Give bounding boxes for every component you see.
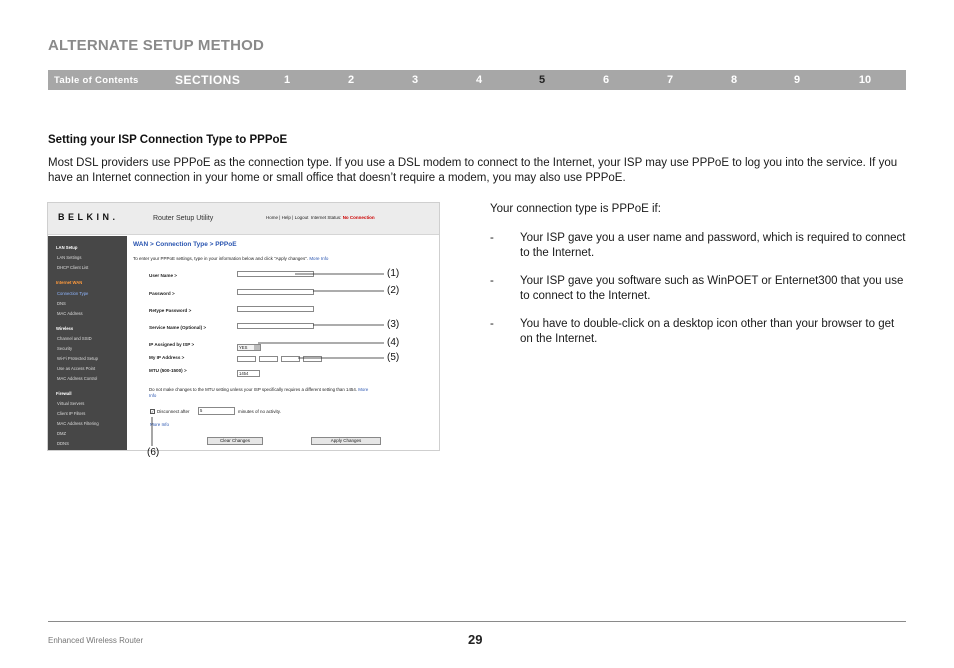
router-top-links xyxy=(266,215,375,220)
ip-octet-box-2 xyxy=(259,356,278,362)
apply-changes-button: Apply Changes xyxy=(311,437,381,445)
sidebar-item-channel-ssid: Channel and SSID xyxy=(57,336,92,341)
section-link-4[interactable]: 4 xyxy=(475,74,483,86)
criteria-item xyxy=(490,317,910,347)
password-label: Password > xyxy=(149,291,175,296)
sidebar-head-lan-setup: LAN Setup xyxy=(56,245,78,250)
criteria-lead: Your connection type is PPPoE if: xyxy=(490,203,661,215)
mtu-box: 1454 xyxy=(237,370,260,377)
section-link-7[interactable]: 7 xyxy=(666,74,674,86)
callout-6: (6) xyxy=(147,447,160,458)
pppoe-criteria xyxy=(490,202,910,347)
ip-assigned-label: IP Assigned by ISP > xyxy=(149,342,195,347)
section-link-2[interactable]: 2 xyxy=(347,74,355,86)
sidebar-item-dhcp-client-list: DHCP Client List xyxy=(57,265,89,270)
footer-product-name: Enhanced Wireless Router xyxy=(48,636,144,645)
section-link-8[interactable]: 8 xyxy=(730,74,738,86)
sidebar-item-mac-filtering: MAC Address Filtering xyxy=(57,421,99,426)
sidebar-item-client-ip-filters: Client IP Filters xyxy=(57,411,86,416)
ip-assigned-select: YES xyxy=(237,344,261,351)
router-instruction-text: To enter your PPPoE settings, type in your information below and click "Apply changes". xyxy=(133,256,309,261)
section-link-3[interactable]: 3 xyxy=(411,74,419,86)
belkin-logo: BELKIN. xyxy=(58,212,119,222)
internet-status-label: Internet Status: xyxy=(310,215,342,220)
footer-divider xyxy=(48,621,906,622)
sidebar-item-connection-type: Connection Type xyxy=(57,291,89,296)
sidebar-item-dns: DNS xyxy=(57,301,66,306)
router-utility-title: Router Setup Utility xyxy=(153,215,214,222)
callout-3: (3) xyxy=(387,319,400,330)
sidebar-item-lan-settings: LAN Settings xyxy=(57,255,82,260)
section-title: ALTERNATE SETUP METHOD xyxy=(48,37,265,54)
sidebar-item-ddns: DDNS xyxy=(57,441,69,446)
router-instruction xyxy=(133,256,328,261)
criteria-text: You have to double-click on a desktop icon other than your browser to get on the Internet. xyxy=(520,318,895,345)
more-info-link: More Info xyxy=(309,256,329,261)
sections-label: SECTIONS xyxy=(175,73,241,87)
internet-status-value: No Connection xyxy=(342,215,375,220)
disconnect-checkbox: ✓ xyxy=(151,409,155,414)
section-link-9[interactable]: 9 xyxy=(793,74,801,86)
mtu-more-info-link: More Info xyxy=(149,387,369,398)
ip-octet-box-3 xyxy=(281,356,300,362)
callout-1: (1) xyxy=(387,268,400,279)
sidebar-item-virtual-servers: Virtual Servers xyxy=(57,401,85,406)
retype-password-box xyxy=(237,306,314,312)
sidebar-item-mac-address: MAC Address xyxy=(57,311,83,316)
more-info-link-2: More Info xyxy=(150,422,170,427)
criteria-text: Your ISP gave you a user name and password, which is required to connect to the Internet. xyxy=(520,232,906,259)
callout-4: (4) xyxy=(387,337,400,348)
my-ip-label: My IP Address > xyxy=(149,355,185,360)
sidebar-item-wps: Wi-Fi Protected Setup xyxy=(57,356,98,361)
criteria-item xyxy=(490,274,910,304)
ip-octet-box-4 xyxy=(303,356,322,362)
sidebar-head-internet-wan: Internet WAN xyxy=(56,280,83,285)
sidebar-item-dmz: DMZ xyxy=(57,431,67,436)
password-box xyxy=(237,289,314,295)
router-nav-links: Home | Help | Logout xyxy=(266,215,309,220)
service-name-label: Service Name (Optional) > xyxy=(149,325,207,330)
mtu-warning-text: Do not make changes to the MTU setting unless your ISP specifically requires a different setting than 1454. xyxy=(149,387,358,392)
bullet-dash: - xyxy=(490,275,494,287)
section-link-1[interactable]: 1 xyxy=(283,74,291,86)
user-name-box xyxy=(237,271,314,277)
section-link-6[interactable]: 6 xyxy=(602,74,610,86)
retype-password-label: Retype Password > xyxy=(149,308,192,313)
user-name-label: User Name > xyxy=(149,273,177,278)
router-sidebar xyxy=(48,236,127,451)
article-intro: Most DSL providers use PPPoE as the connection type. If you use a DSL modem to connect to the Internet, your ISP may use PPPoE to log you into the service. If you have an Internet connection in your home or small office that doesn’t require a modem, you may also use PPPoE. xyxy=(48,157,898,184)
table-of-contents-link[interactable]: Table of Contents xyxy=(54,75,139,86)
router-header xyxy=(48,203,439,235)
mtu-warning xyxy=(149,387,374,399)
criteria-text: Your ISP gave you software such as WinPOET or Enternet300 that you use to connect to the Internet. xyxy=(520,275,904,302)
bullet-dash: - xyxy=(490,318,494,330)
section-link-10[interactable]: 10 xyxy=(858,74,872,86)
page-number: 29 xyxy=(468,632,483,647)
disconnect-label: Disconnect after xyxy=(157,409,190,414)
sidebar-item-security: Security xyxy=(57,346,73,351)
mtu-label: MTU (500-1500) > xyxy=(149,368,187,373)
sidebar-item-access-point: Use as Access Point xyxy=(57,366,96,371)
sidebar-item-mac-control: MAC Address Control xyxy=(57,376,98,381)
service-name-box xyxy=(237,323,314,329)
clear-changes-button: Clear Changes xyxy=(207,437,263,445)
sidebar-head-firewall: Firewall xyxy=(56,391,72,396)
sidebar-head-wireless: Wireless xyxy=(56,326,74,331)
article-subheading: Setting your ISP Connection Type to PPPoE xyxy=(48,134,288,146)
ip-octet-box-1 xyxy=(237,356,256,362)
section-navbar xyxy=(48,70,906,90)
criteria-item xyxy=(490,231,910,261)
bullet-dash: - xyxy=(490,232,494,244)
disconnect-minutes-box: 5 xyxy=(198,407,235,415)
callout-5: (5) xyxy=(387,352,400,363)
disconnect-unit: minutes of no activity. xyxy=(238,409,281,414)
router-page-title: WAN > Connection Type > PPPoE xyxy=(133,241,237,248)
section-link-5[interactable]: 5 xyxy=(538,74,546,86)
callout-2: (2) xyxy=(387,285,400,296)
router-setup-screenshot xyxy=(47,202,440,451)
